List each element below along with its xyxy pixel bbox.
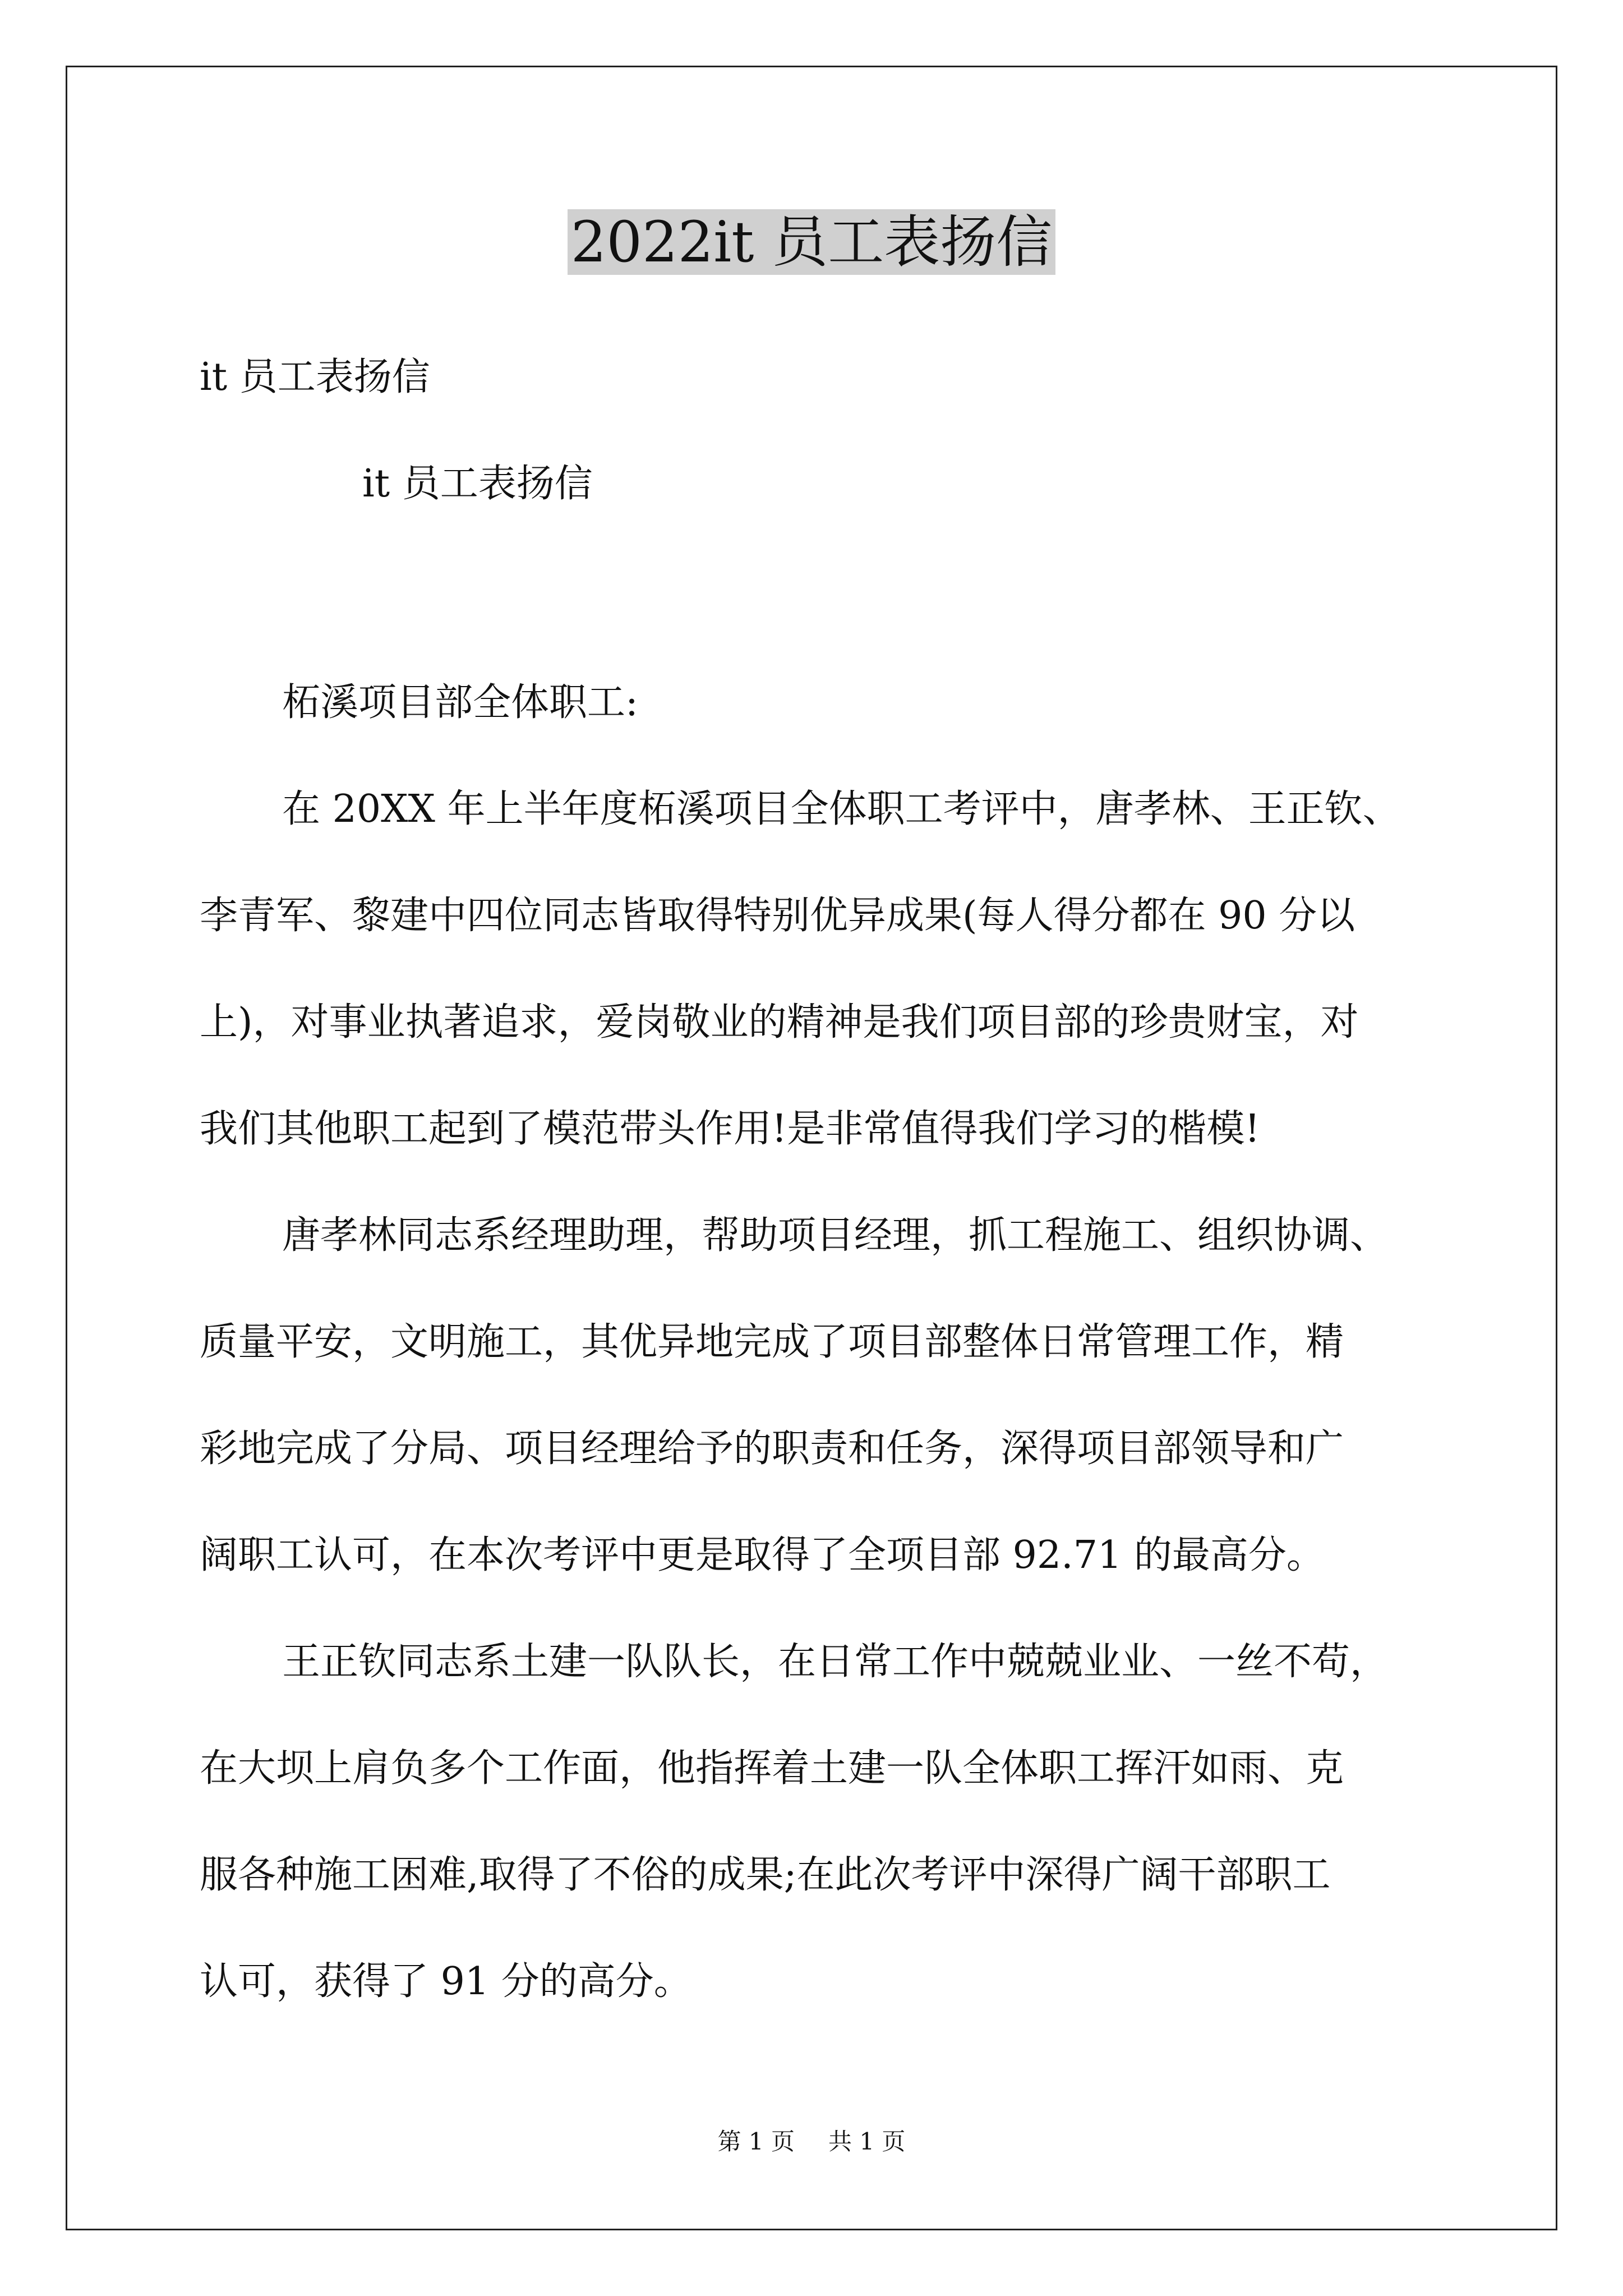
document-title-text: 2022it 员工表扬信 [568,209,1055,275]
body-line: 在 20XX 年上半年度柘溪项目全体职工考评中，唐孝林、王正钦、 [282,787,1401,831]
document-title [0,203,1623,282]
body-line: 彩地完成了分局、项目经理给予的职责和任务，深得项目部领导和广 [200,1427,1344,1471]
salutation-line: 柘溪项目部全体职工: [282,680,638,725]
heading-2: it 员工表扬信 [362,462,593,506]
body-line: 阔职工认可，在本次考评中更是取得了全项目部 92.71 的最高分。 [200,1533,1325,1577]
body-line: 在大坝上肩负多个工作面，他指挥着土建一队全体职工挥汗如雨、克 [200,1746,1344,1791]
page-number: 第 1 页 [717,2128,795,2155]
body-line: 认可，获得了 91 分的高分。 [200,1959,692,2004]
body-line: 服各种施工困难,取得了不俗的成果;在此次考评中深得广阔干部职工 [200,1853,1331,1897]
body-line: 我们其他职工起到了模范带头作用!是非常值得我们学习的楷模! [200,1107,1260,1151]
heading-1: it 员工表扬信 [200,355,430,399]
body-line: 王正钦同志系土建一队队长，在日常工作中兢兢业业、一丝不苟， [282,1640,1389,1684]
body-line: 上)，对事业执著追求，爱岗敬业的精神是我们项目部的珍贵财宝，对 [200,1000,1359,1045]
body-line: 李青军、黎建中四位同志皆取得特别优异成果(每人得分都在 90 分以 [200,894,1355,938]
page-total: 共 1 页 [828,2128,906,2155]
body-line: 唐孝林同志系经理助理，帮助项目经理，抓工程施工、组织协调、 [282,1213,1389,1258]
body-line: 质量平安，文明施工，其优异地完成了项目部整体日常管理工作，精 [200,1320,1344,1364]
page-footer [0,2125,1623,2159]
